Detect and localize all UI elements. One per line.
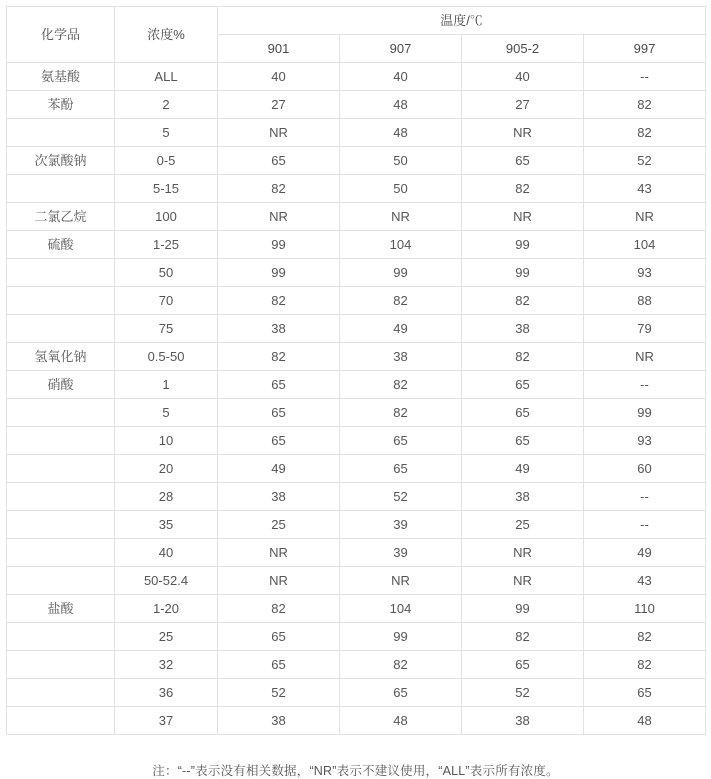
cell-chemical: 氢氧化钠	[7, 343, 115, 371]
cell-temp-997: 82	[584, 651, 706, 679]
cell-temp-901: 99	[218, 259, 340, 287]
cell-temp-907: 65	[340, 679, 462, 707]
cell-temp-901: 99	[218, 231, 340, 259]
cell-temp-907: 82	[340, 651, 462, 679]
cell-temp-901: 65	[218, 399, 340, 427]
table-row	[7, 651, 706, 679]
cell-temp-997: 82	[584, 119, 706, 147]
cell-temp-905-2: NR	[462, 119, 584, 147]
cell-temp-907: 50	[340, 147, 462, 175]
cell-temp-907: 48	[340, 119, 462, 147]
table-note: 注：“--”表示没有相关数据，“NR”表示不建议使用，“ALL”表示所有浓度。	[152, 764, 559, 778]
cell-temp-907: 48	[340, 707, 462, 735]
cell-temp-905-2: 65	[462, 399, 584, 427]
table-row	[7, 175, 706, 203]
cell-temp-907: 99	[340, 259, 462, 287]
cell-temp-997: 82	[584, 91, 706, 119]
cell-temp-901: NR	[218, 119, 340, 147]
cell-chemical	[7, 455, 115, 483]
cell-temp-997: 79	[584, 315, 706, 343]
cell-temp-905-2: 38	[462, 483, 584, 511]
cell-temp-907: 99	[340, 623, 462, 651]
cell-temp-997: 60	[584, 455, 706, 483]
table-row	[7, 259, 706, 287]
cell-concentration: 50	[115, 259, 218, 287]
cell-concentration: 40	[115, 539, 218, 567]
table-row	[7, 399, 706, 427]
table-body	[7, 63, 706, 735]
cell-concentration: 10	[115, 427, 218, 455]
table-row	[7, 511, 706, 539]
header-row-top	[7, 7, 706, 35]
cell-temp-901: 82	[218, 287, 340, 315]
cell-temp-907: 65	[340, 427, 462, 455]
cell-chemical: 二氯乙烷	[7, 203, 115, 231]
cell-chemical	[7, 399, 115, 427]
cell-temp-997: 43	[584, 175, 706, 203]
header-chemical: 化学品	[7, 7, 115, 63]
cell-temp-997: 43	[584, 567, 706, 595]
cell-temp-901: 82	[218, 175, 340, 203]
cell-temp-901: 65	[218, 371, 340, 399]
cell-temp-905-2: 82	[462, 343, 584, 371]
cell-concentration: 100	[115, 203, 218, 231]
cell-temp-907: 40	[340, 63, 462, 91]
cell-chemical	[7, 539, 115, 567]
table-row	[7, 623, 706, 651]
cell-chemical	[7, 259, 115, 287]
table-row	[7, 203, 706, 231]
cell-temp-905-2: 65	[462, 371, 584, 399]
cell-temp-905-2: 65	[462, 427, 584, 455]
cell-temp-905-2: 40	[462, 63, 584, 91]
cell-chemical: 盐酸	[7, 595, 115, 623]
header-temp-907: 907	[340, 35, 462, 63]
cell-concentration: 1-20	[115, 595, 218, 623]
cell-temp-901: 27	[218, 91, 340, 119]
cell-temp-901: 82	[218, 595, 340, 623]
cell-concentration: 70	[115, 287, 218, 315]
cell-temp-907: 104	[340, 231, 462, 259]
cell-temp-997: NR	[584, 203, 706, 231]
table-row	[7, 707, 706, 735]
cell-concentration: ALL	[115, 63, 218, 91]
cell-concentration: 5	[115, 399, 218, 427]
cell-temp-901: 40	[218, 63, 340, 91]
cell-temp-907: NR	[340, 567, 462, 595]
table-row	[7, 539, 706, 567]
cell-temp-997: 82	[584, 623, 706, 651]
header-temp-901: 901	[218, 35, 340, 63]
cell-chemical	[7, 119, 115, 147]
cell-temp-901: 65	[218, 147, 340, 175]
cell-temp-997: 93	[584, 259, 706, 287]
cell-concentration: 2	[115, 91, 218, 119]
cell-temp-907: 39	[340, 539, 462, 567]
table-row	[7, 315, 706, 343]
cell-temp-907: 38	[340, 343, 462, 371]
cell-temp-907: 52	[340, 483, 462, 511]
cell-temp-901: 38	[218, 483, 340, 511]
header-concentration: 浓度%	[115, 7, 218, 63]
cell-temp-901: 38	[218, 707, 340, 735]
cell-temp-905-2: 99	[462, 595, 584, 623]
cell-chemical: 次氯酸钠	[7, 147, 115, 175]
cell-temp-997: --	[584, 483, 706, 511]
cell-temp-905-2: 27	[462, 91, 584, 119]
cell-temp-997: 88	[584, 287, 706, 315]
table-row	[7, 147, 706, 175]
cell-concentration: 0.5-50	[115, 343, 218, 371]
cell-temp-905-2: 99	[462, 259, 584, 287]
table-row	[7, 595, 706, 623]
cell-temp-997: 93	[584, 427, 706, 455]
cell-temp-997: --	[584, 371, 706, 399]
cell-temp-907: 82	[340, 287, 462, 315]
cell-temp-907: 50	[340, 175, 462, 203]
cell-temp-997: NR	[584, 343, 706, 371]
header-temperature-group: 温度/℃	[218, 7, 706, 35]
cell-temp-997: 104	[584, 231, 706, 259]
cell-temp-997: 110	[584, 595, 706, 623]
cell-concentration: 32	[115, 651, 218, 679]
cell-temp-905-2: NR	[462, 203, 584, 231]
table-row	[7, 679, 706, 707]
table-row	[7, 455, 706, 483]
cell-concentration: 36	[115, 679, 218, 707]
cell-temp-901: 65	[218, 623, 340, 651]
table-row	[7, 91, 706, 119]
cell-concentration: 5-15	[115, 175, 218, 203]
cell-chemical	[7, 567, 115, 595]
table-row	[7, 119, 706, 147]
cell-temp-997: --	[584, 63, 706, 91]
cell-temp-905-2: 25	[462, 511, 584, 539]
cell-chemical	[7, 511, 115, 539]
cell-temp-901: NR	[218, 539, 340, 567]
table-row	[7, 567, 706, 595]
cell-temp-907: 39	[340, 511, 462, 539]
table-row	[7, 231, 706, 259]
cell-temp-997: 48	[584, 707, 706, 735]
cell-temp-907: 65	[340, 455, 462, 483]
cell-temp-907: NR	[340, 203, 462, 231]
table-row	[7, 427, 706, 455]
table-header	[7, 7, 706, 63]
cell-concentration: 5	[115, 119, 218, 147]
cell-concentration: 0-5	[115, 147, 218, 175]
cell-temp-905-2: 38	[462, 315, 584, 343]
cell-temp-901: 25	[218, 511, 340, 539]
cell-concentration: 50-52.4	[115, 567, 218, 595]
cell-temp-905-2: 38	[462, 707, 584, 735]
cell-temp-905-2: 82	[462, 623, 584, 651]
cell-temp-905-2: 65	[462, 147, 584, 175]
cell-temp-905-2: NR	[462, 567, 584, 595]
cell-concentration: 37	[115, 707, 218, 735]
table-row	[7, 63, 706, 91]
cell-temp-907: 104	[340, 595, 462, 623]
cell-temp-905-2: 52	[462, 679, 584, 707]
cell-chemical	[7, 315, 115, 343]
cell-chemical	[7, 427, 115, 455]
table-row	[7, 483, 706, 511]
cell-concentration: 75	[115, 315, 218, 343]
cell-concentration: 1-25	[115, 231, 218, 259]
header-temp-905-2: 905-2	[462, 35, 584, 63]
cell-temp-905-2: 82	[462, 175, 584, 203]
cell-temp-901: NR	[218, 567, 340, 595]
cell-temp-997: 49	[584, 539, 706, 567]
cell-temp-997: --	[584, 511, 706, 539]
cell-concentration: 35	[115, 511, 218, 539]
table-row	[7, 287, 706, 315]
cell-temp-905-2: 65	[462, 651, 584, 679]
cell-concentration: 25	[115, 623, 218, 651]
cell-temp-907: 82	[340, 399, 462, 427]
cell-temp-901: 52	[218, 679, 340, 707]
cell-temp-901: 38	[218, 315, 340, 343]
table-row	[7, 371, 706, 399]
header-temp-997: 997	[584, 35, 706, 63]
cell-chemical: 氨基酸	[7, 63, 115, 91]
cell-temp-905-2: 82	[462, 287, 584, 315]
cell-chemical	[7, 483, 115, 511]
cell-temp-905-2: 49	[462, 455, 584, 483]
cell-chemical	[7, 287, 115, 315]
cell-chemical	[7, 175, 115, 203]
cell-chemical: 硫酸	[7, 231, 115, 259]
cell-temp-997: 52	[584, 147, 706, 175]
cell-chemical: 苯酚	[7, 91, 115, 119]
cell-chemical	[7, 651, 115, 679]
cell-chemical	[7, 679, 115, 707]
cell-concentration: 28	[115, 483, 218, 511]
cell-chemical: 硝酸	[7, 371, 115, 399]
cell-concentration: 20	[115, 455, 218, 483]
cell-temp-901: NR	[218, 203, 340, 231]
table-row	[7, 343, 706, 371]
cell-temp-997: 65	[584, 679, 706, 707]
cell-temp-901: 65	[218, 427, 340, 455]
cell-temp-905-2: 99	[462, 231, 584, 259]
cell-temp-907: 49	[340, 315, 462, 343]
cell-temp-997: 99	[584, 399, 706, 427]
cell-temp-901: 49	[218, 455, 340, 483]
cell-chemical	[7, 707, 115, 735]
cell-concentration: 1	[115, 371, 218, 399]
chemical-resistance-table	[6, 6, 706, 735]
cell-temp-905-2: NR	[462, 539, 584, 567]
cell-chemical	[7, 623, 115, 651]
cell-temp-901: 82	[218, 343, 340, 371]
cell-temp-901: 65	[218, 651, 340, 679]
cell-temp-907: 82	[340, 371, 462, 399]
cell-temp-907: 48	[340, 91, 462, 119]
